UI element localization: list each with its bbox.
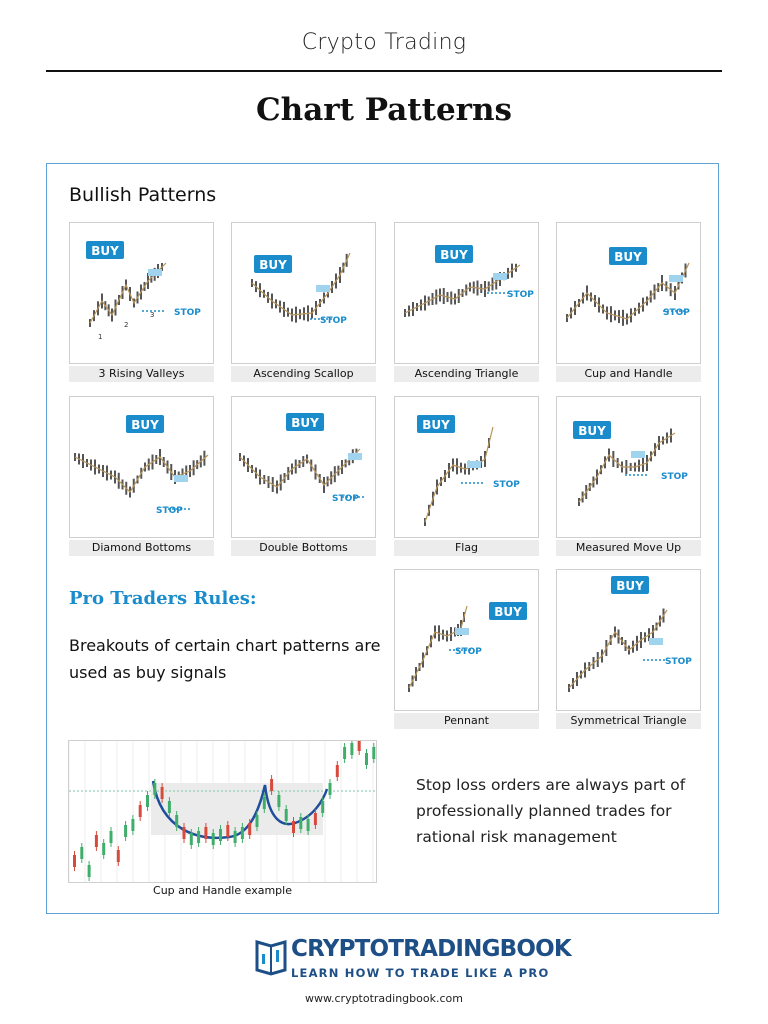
buy-zone bbox=[669, 275, 683, 282]
pattern-illustration bbox=[232, 397, 376, 538]
pattern-illustration bbox=[70, 397, 214, 538]
book-logo-icon bbox=[255, 936, 287, 976]
stop-label: STOP bbox=[174, 308, 201, 318]
svg-text:BUY: BUY bbox=[259, 258, 287, 272]
pattern-tile bbox=[231, 222, 376, 364]
section-title: Bullish Patterns bbox=[69, 184, 217, 206]
svg-text:BUY: BUY bbox=[131, 418, 159, 432]
pattern-illustration bbox=[395, 223, 539, 364]
pattern-tile bbox=[556, 569, 701, 711]
brand-tagline: LEARN HOW TO TRADE LIKE A PRO bbox=[291, 966, 550, 980]
buy-zone bbox=[316, 285, 330, 292]
pattern-caption: Symmetrical Triangle bbox=[556, 713, 701, 729]
pattern-tile bbox=[556, 222, 701, 364]
buy-zone bbox=[493, 273, 507, 280]
brand-name: CRYPTOTRADINGBOOK bbox=[291, 936, 571, 962]
stop-label: STOP bbox=[156, 506, 183, 516]
pattern-tile bbox=[69, 222, 214, 364]
pattern-caption: Double Bottoms bbox=[231, 540, 376, 556]
stop-label: STOP bbox=[665, 657, 692, 667]
buy-label bbox=[86, 241, 124, 259]
stop-label: STOP bbox=[332, 494, 359, 504]
buy-zone bbox=[148, 269, 162, 276]
pattern-tile bbox=[394, 396, 539, 538]
svg-text:BUY: BUY bbox=[578, 424, 606, 438]
pattern-caption: Flag bbox=[394, 540, 539, 556]
buy-zone bbox=[348, 453, 362, 460]
buy-label bbox=[611, 576, 649, 594]
pattern-guide-line bbox=[579, 433, 675, 502]
stop-label: STOP bbox=[507, 290, 534, 300]
stop-label: STOP bbox=[455, 647, 482, 657]
pattern-tile bbox=[394, 569, 539, 711]
header-divider bbox=[46, 70, 722, 72]
rules-text: Breakouts of certain chart patterns are used as buy signals bbox=[69, 636, 381, 682]
example-chart-svg bbox=[69, 741, 377, 883]
buy-label bbox=[126, 415, 164, 433]
svg-text:BUY: BUY bbox=[440, 248, 468, 262]
stop-label: STOP bbox=[320, 316, 347, 326]
pattern-caption: Ascending Scallop bbox=[231, 366, 376, 382]
pattern-illustration bbox=[557, 223, 701, 364]
buy-label bbox=[286, 413, 324, 431]
page-title: Chart Patterns bbox=[256, 92, 512, 128]
pattern-caption: 3 Rising Valleys bbox=[69, 366, 214, 382]
buy-zone bbox=[455, 628, 469, 635]
buy-label bbox=[489, 602, 527, 620]
pattern-illustration bbox=[232, 223, 376, 364]
buy-label bbox=[254, 255, 292, 273]
svg-text:BUY: BUY bbox=[494, 605, 522, 619]
pattern-guide-line bbox=[425, 427, 493, 522]
buy-zone bbox=[649, 638, 663, 645]
buy-label bbox=[435, 245, 473, 263]
svg-text:BUY: BUY bbox=[91, 244, 119, 258]
stop-label: STOP bbox=[493, 480, 520, 490]
pattern-tile bbox=[556, 396, 701, 538]
svg-text:BUY: BUY bbox=[614, 250, 642, 264]
stop-label: STOP bbox=[661, 472, 688, 482]
valley-number: 2 bbox=[124, 321, 129, 329]
pattern-caption: Pennant bbox=[394, 713, 539, 729]
example-caption: Cup and Handle example bbox=[153, 884, 292, 897]
buy-label bbox=[573, 421, 611, 439]
svg-text:BUY: BUY bbox=[291, 416, 319, 430]
pattern-illustration bbox=[395, 570, 539, 711]
document-header: Crypto Trading bbox=[301, 30, 467, 55]
pattern-caption: Ascending Triangle bbox=[394, 366, 539, 382]
svg-text:BUY: BUY bbox=[422, 418, 450, 432]
pattern-illustration bbox=[395, 397, 539, 538]
buy-label bbox=[609, 247, 647, 265]
pattern-illustration bbox=[557, 397, 701, 538]
pattern-illustration bbox=[70, 223, 214, 364]
cup-handle-example-chart bbox=[68, 740, 377, 883]
stop-label: STOP bbox=[663, 308, 690, 318]
buy-label bbox=[417, 415, 455, 433]
rules-title: Pro Traders Rules: bbox=[69, 588, 257, 609]
buy-zone bbox=[174, 475, 188, 482]
pattern-tile bbox=[231, 396, 376, 538]
pattern-illustration bbox=[557, 570, 701, 711]
svg-text:BUY: BUY bbox=[616, 579, 644, 593]
pattern-guide-line bbox=[569, 610, 667, 688]
pattern-caption: Cup and Handle bbox=[556, 366, 701, 382]
website-url[interactable]: www.cryptotradingbook.com bbox=[305, 992, 463, 1005]
pattern-tile bbox=[394, 222, 539, 364]
valley-number: 1 bbox=[98, 333, 103, 341]
buy-zone bbox=[467, 461, 481, 468]
pattern-caption: Diamond Bottoms bbox=[69, 540, 214, 556]
pattern-tile bbox=[69, 396, 214, 538]
valley-number: 3 bbox=[150, 311, 155, 319]
buy-zone bbox=[631, 451, 645, 458]
stop-loss-note: Stop loss orders are always part of professionally planned trades for rational risk management bbox=[416, 776, 686, 846]
pattern-caption: Measured Move Up bbox=[556, 540, 701, 556]
